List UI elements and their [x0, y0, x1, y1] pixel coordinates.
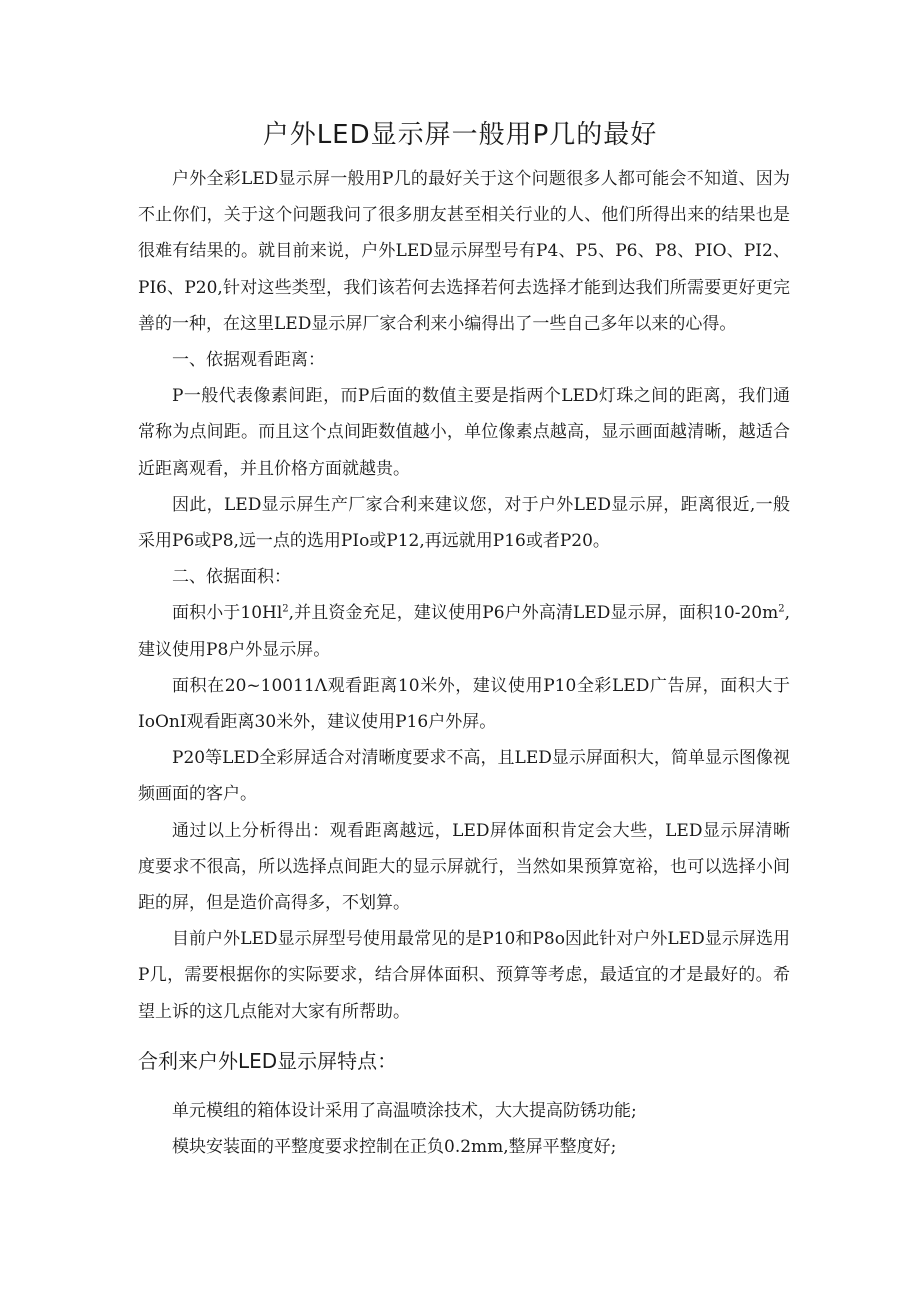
area-text-part3: ,建议使用P8户外显示屏。 [138, 603, 790, 660]
section-two-heading: 二、依据面积： [172, 567, 291, 588]
p20-paragraph: P20等LED全彩屏适合对清晰度要求不高，且LED显示屏面积大，简单显示图像视频画面的客户。 [138, 748, 790, 805]
area-small-paragraph [138, 595, 790, 667]
document-body [138, 161, 790, 1030]
superscript-2: 2 [282, 603, 289, 615]
pixel-pitch-paragraph: P一般代表像素间距，而P后面的数值主要是指两个LED灯珠之间的距离，我们通常称为点间距。而且这个点间距数值越小，单位像素点越高，显示画面越清晰，越适合近距离观看，并且价格方面就越贵。 [138, 386, 790, 479]
section-one-heading: 一、依据观看距离： [172, 350, 325, 371]
distance-recommendation-paragraph: 因此，LED显示屏生产厂家合利来建议您，对于户外LED显示屏，距离很近,一般采用P6或P8,远一点的选用PIo或P12,再远就用P16或者P20。 [138, 494, 790, 552]
area-large-paragraph: 面积在20~10011Λ观看距离10米外，建议使用P10全彩LED广告屏，面积大于IoOnI观看距离30米外，建议使用P16户外屏。 [138, 675, 790, 733]
intro-paragraph: 户外全彩LED显示屏一般用P几的最好关于这个问题很多人都可能会不知道、因为不止你们，关于这个问题我问了很多朋友甚至相关行业的人、他们所得出来的结果也是很难有结果的。就目前来说，户外LED显示屏型号有P4、P5、P6、P8、PIO、PI2、PI6、P20,针对这些类型，我们该若何去选择若何去选择才能到达我们所需要更好更完善的一种，在这里LED显示屏厂家合利来小编得出了一些自己多年以来的心得。 [138, 169, 790, 334]
feature-item: 单元模组的箱体设计采用了高温喷涂技术，大大提高防锈功能; [172, 1101, 637, 1121]
conclusion-paragraph: 目前户外LED显示屏型号使用最常见的是P10和P8o因此针对户外LED显示屏选用P几，需要根据你的实际要求，结合屏体面积、预算等考虑，最适宜的才是最好的。希望上诉的这几点能对大家有所帮助。 [138, 929, 790, 1022]
superscript-2: 2 [778, 603, 785, 615]
features-heading: 合利来户外LED显示屏特点： [138, 1049, 398, 1073]
area-text-part1: 面积小于10Hl [172, 603, 283, 624]
features-list [138, 1093, 790, 1165]
area-text-part2: ,并且资金充足，建议使用P6户外高清LED显示屏，面积10-20m [288, 603, 779, 624]
analysis-paragraph: 通过以上分析得出：观看距离越远，LED屏体面积肯定会大些，LED显示屏清晰度要求不很高，所以选择点间距大的显示屏就行，当然如果预算宽裕，也可以选择小间距的屏，但是造价高得多，不划算。 [138, 820, 790, 914]
feature-item: 模块安装面的平整度要求控制在正负0.2mm,整屏平整度好; [172, 1137, 617, 1158]
document-title: 户外LED显示屏一般用P几的最好 [262, 120, 658, 150]
